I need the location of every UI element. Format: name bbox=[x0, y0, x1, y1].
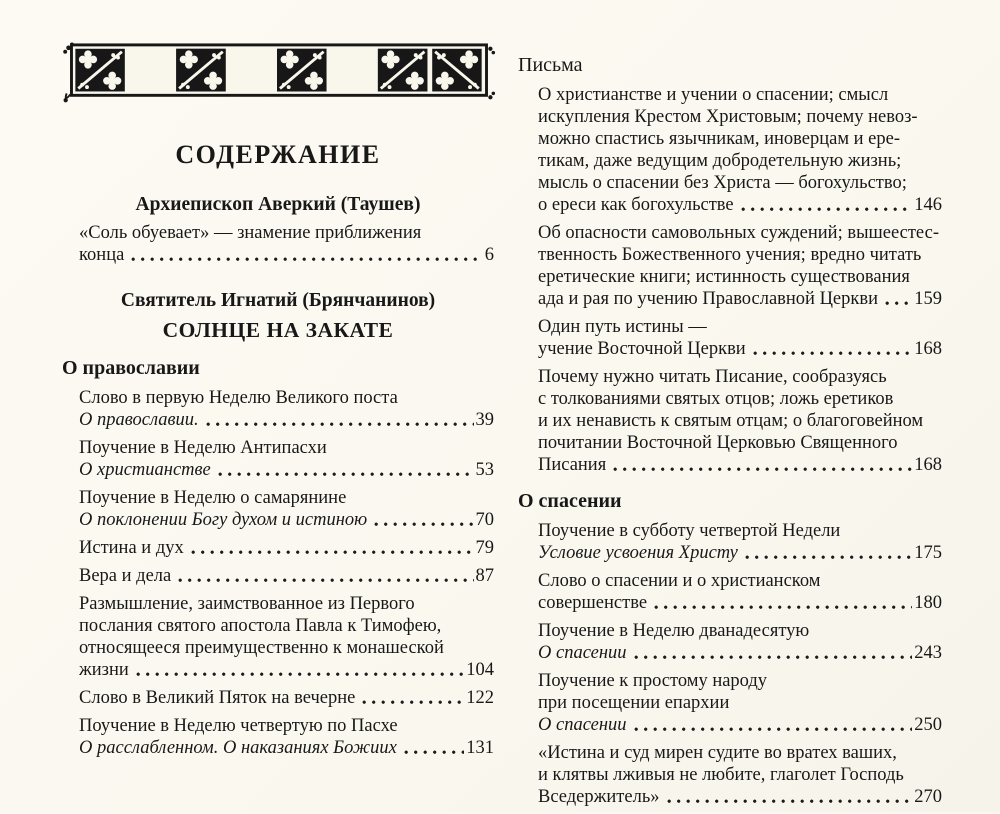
dot-leader bbox=[613, 467, 912, 472]
entry-text: при посещении епархии bbox=[538, 692, 729, 714]
entry-text: Поучение в субботу четвертой Недели bbox=[538, 520, 840, 542]
entry-text: Поучение в Неделю четвертую по Пасхе bbox=[79, 715, 398, 737]
entry-text: учение Восточной Церкви bbox=[538, 338, 746, 360]
entry-text: с толкованиями святых отцов; ложь еретиков bbox=[538, 388, 893, 410]
page-number: 104 bbox=[466, 659, 494, 681]
entry-text: О расслабленном. О наказаниях Божиих bbox=[79, 737, 397, 759]
entry-text: Об опасности самовольных суждений; вышеестес- bbox=[538, 222, 939, 244]
page-number: 39 bbox=[476, 409, 495, 431]
dot-leader bbox=[404, 750, 464, 755]
toc-entry-line bbox=[538, 244, 942, 266]
page-number: 53 bbox=[476, 459, 495, 481]
toc-entry-line bbox=[538, 714, 942, 736]
page-number: 146 bbox=[914, 194, 942, 216]
dot-leader bbox=[136, 672, 464, 677]
entry-text: Писания bbox=[538, 454, 606, 476]
entry-text: о ереси как богохульстве bbox=[538, 194, 734, 216]
toc-entry-line bbox=[538, 288, 942, 310]
toc-entry-line bbox=[79, 537, 494, 559]
toc-entry-line bbox=[79, 637, 494, 659]
toc-entry bbox=[538, 742, 942, 808]
page-number: 6 bbox=[485, 244, 494, 266]
toc-entry-line bbox=[538, 222, 942, 244]
toc-entry-line bbox=[79, 659, 494, 681]
toc-entry bbox=[79, 487, 494, 531]
toc-entry-line bbox=[538, 742, 942, 764]
entry-text: послания святого апостола Павла к Тимофею, bbox=[79, 615, 441, 637]
toc-entry-line bbox=[538, 84, 942, 106]
dot-leader bbox=[753, 351, 913, 356]
toc-entry-line bbox=[538, 316, 942, 338]
toc-entry-line bbox=[79, 487, 494, 509]
entry-text: Слово в Великий Пяток на вечерне bbox=[79, 687, 355, 709]
toc-entry bbox=[79, 387, 494, 431]
entry-text: О поклонении Богу духом и истиною bbox=[79, 509, 367, 531]
author-heading: Святитель Игнатий (Брянчанинов) bbox=[62, 290, 494, 312]
toc-entry-line bbox=[538, 106, 942, 128]
toc-entry bbox=[79, 687, 494, 709]
entry-text: Один путь истины — bbox=[538, 316, 707, 338]
toc-entry bbox=[79, 565, 494, 587]
toc-entry-line bbox=[538, 542, 942, 564]
entry-text: мысль о спасении без Христа — богохульство; bbox=[538, 172, 907, 194]
headpiece-ornament-icon bbox=[62, 42, 496, 106]
page-number: 79 bbox=[476, 537, 495, 559]
toc-entry bbox=[538, 84, 942, 216]
toc-entry-line bbox=[538, 432, 942, 454]
page-number: 122 bbox=[466, 687, 494, 709]
toc-entry-line bbox=[538, 764, 942, 786]
toc-entry-line bbox=[538, 454, 942, 476]
entry-text: Почему нужно читать Писание, сообразуясь bbox=[538, 366, 887, 388]
toc-entry-line bbox=[79, 222, 494, 244]
entry-text: О православии. bbox=[79, 409, 199, 431]
page-number: 250 bbox=[914, 714, 942, 736]
section-heading: О православии bbox=[62, 357, 494, 380]
entry-text: и их ненависть к святым отцам; о благоговейном bbox=[538, 410, 923, 432]
entry-text: Слово в первую Неделю Великого поста bbox=[79, 387, 398, 409]
entry-text: О христианстве bbox=[79, 459, 211, 481]
toc-entry-line bbox=[79, 687, 494, 709]
page-number: 131 bbox=[466, 737, 494, 759]
toc-entry-line bbox=[79, 615, 494, 637]
page-number: 168 bbox=[914, 454, 942, 476]
toc-entry bbox=[79, 222, 494, 266]
toc-entry bbox=[79, 537, 494, 559]
toc-entry-line bbox=[79, 244, 494, 266]
toc-entry bbox=[538, 366, 942, 476]
toc-entry-line bbox=[538, 338, 942, 360]
toc-entry-line bbox=[79, 387, 494, 409]
entry-text: Слово о спасении и о христианском bbox=[538, 570, 820, 592]
entry-text: совершенстве bbox=[538, 592, 647, 614]
section-heading: Письма bbox=[518, 54, 942, 77]
page-number: 159 bbox=[914, 288, 942, 310]
entry-text: О христианстве и учении о спасении; смысл bbox=[538, 84, 888, 106]
dot-leader bbox=[362, 700, 464, 705]
toc-right-column bbox=[518, 54, 942, 814]
section-heading: О спасении bbox=[518, 490, 942, 513]
page-number: 87 bbox=[476, 565, 495, 587]
toc-entry bbox=[79, 437, 494, 481]
dot-leader bbox=[885, 301, 912, 306]
entry-text: и клятвы лживыя не любите, глаголет Господь bbox=[538, 764, 904, 786]
entry-text: Условие усвоения Христу bbox=[538, 542, 738, 564]
toc-entry-line bbox=[538, 620, 942, 642]
toc-entry bbox=[538, 670, 942, 736]
toc-title: СОДЕРЖАНИЕ bbox=[62, 140, 494, 170]
toc-entry bbox=[79, 593, 494, 681]
toc-entry-line bbox=[538, 670, 942, 692]
toc-entry-line bbox=[538, 642, 942, 664]
toc-entry-line bbox=[538, 150, 942, 172]
entry-text: Вера и дела bbox=[79, 565, 171, 587]
toc-entry bbox=[538, 316, 942, 360]
entry-text: «Истина и суд мирен судите во вратех ваших, bbox=[538, 742, 897, 764]
toc-entry bbox=[79, 715, 494, 759]
entry-text: тикам, даже ведущим добродетельную жизнь; bbox=[538, 150, 901, 172]
toc-entry-line bbox=[538, 692, 942, 714]
page-number: 243 bbox=[914, 642, 942, 664]
entry-text: Поучение в Неделю о самарянине bbox=[79, 487, 346, 509]
toc-entry-line bbox=[538, 592, 942, 614]
toc-entry-line bbox=[79, 593, 494, 615]
toc-entry-line bbox=[79, 565, 494, 587]
toc-entry bbox=[538, 520, 942, 564]
toc-entry-line bbox=[538, 366, 942, 388]
toc-left-blocks bbox=[62, 194, 494, 759]
toc-entry-line bbox=[538, 194, 942, 216]
toc-entry-line bbox=[538, 172, 942, 194]
entry-text: Поучение в Неделю Антипасхи bbox=[79, 437, 327, 459]
dot-leader bbox=[667, 799, 913, 804]
toc-entry-line bbox=[538, 388, 942, 410]
dot-leader bbox=[191, 550, 474, 555]
dot-leader bbox=[654, 605, 912, 610]
book-title: СОЛНЦЕ НА ЗАКАТЕ bbox=[62, 318, 494, 343]
toc-entry-line bbox=[538, 410, 942, 432]
toc-entry-line bbox=[79, 437, 494, 459]
toc-entry-line bbox=[538, 786, 942, 808]
entry-text: Вседержитель» bbox=[538, 786, 660, 808]
page-number: 180 bbox=[914, 592, 942, 614]
entry-text: О спасении bbox=[538, 642, 627, 664]
toc-entry-line bbox=[538, 520, 942, 542]
dot-leader bbox=[178, 578, 473, 583]
toc-entry-line bbox=[79, 409, 494, 431]
toc-left-column bbox=[62, 42, 494, 765]
dot-leader bbox=[131, 257, 482, 262]
toc-entry bbox=[538, 620, 942, 664]
author-heading: Архиепископ Аверкий (Таушев) bbox=[62, 194, 494, 216]
entry-text: «Соль обуевает» — знамение приближения bbox=[79, 222, 421, 244]
entry-text: Поучение в Неделю дванадесятую bbox=[538, 620, 809, 642]
entry-text: жизни bbox=[79, 659, 129, 681]
entry-text: О спасении bbox=[538, 714, 627, 736]
toc-entry bbox=[538, 222, 942, 310]
dot-leader bbox=[374, 522, 473, 527]
toc-entry-line bbox=[538, 128, 942, 150]
page-number: 175 bbox=[914, 542, 942, 564]
entry-text: относящееся преимущественно к монашеской bbox=[79, 637, 444, 659]
entry-text: можно спастись язычникам, иноверцам и ере- bbox=[538, 128, 900, 150]
dot-leader bbox=[634, 727, 913, 732]
page-number: 70 bbox=[476, 509, 495, 531]
entry-text: конца bbox=[79, 244, 124, 266]
toc-entry-line bbox=[79, 509, 494, 531]
toc-entry-line bbox=[538, 570, 942, 592]
dot-leader bbox=[745, 555, 912, 560]
decorative-headpiece bbox=[62, 42, 496, 106]
toc-entry-line bbox=[79, 715, 494, 737]
entry-text: еретические книги; истинность существования bbox=[538, 266, 910, 288]
entry-text: Истина и дух bbox=[79, 537, 184, 559]
dot-leader bbox=[218, 472, 474, 477]
page-number: 270 bbox=[914, 786, 942, 808]
dot-leader bbox=[634, 655, 913, 660]
entry-text: искупления Крестом Христовым; почему невоз- bbox=[538, 106, 918, 128]
entry-text: Поучение к простому народу bbox=[538, 670, 767, 692]
entry-text: ада и рая по учению Православной Церкви bbox=[538, 288, 878, 310]
toc-entry-line bbox=[79, 459, 494, 481]
toc-entry-line bbox=[538, 266, 942, 288]
entry-text: Размышление, заимствованное из Первого bbox=[79, 593, 415, 615]
dot-leader bbox=[741, 207, 913, 212]
page-number: 168 bbox=[914, 338, 942, 360]
entry-text: твенность Божественного учения; вредно читать bbox=[538, 244, 921, 266]
toc-entry-line bbox=[79, 737, 494, 759]
toc-entry bbox=[538, 570, 942, 614]
entry-text: почитании Восточной Церковью Священного bbox=[538, 432, 898, 454]
dot-leader bbox=[206, 422, 474, 427]
toc-right-blocks bbox=[518, 54, 942, 808]
